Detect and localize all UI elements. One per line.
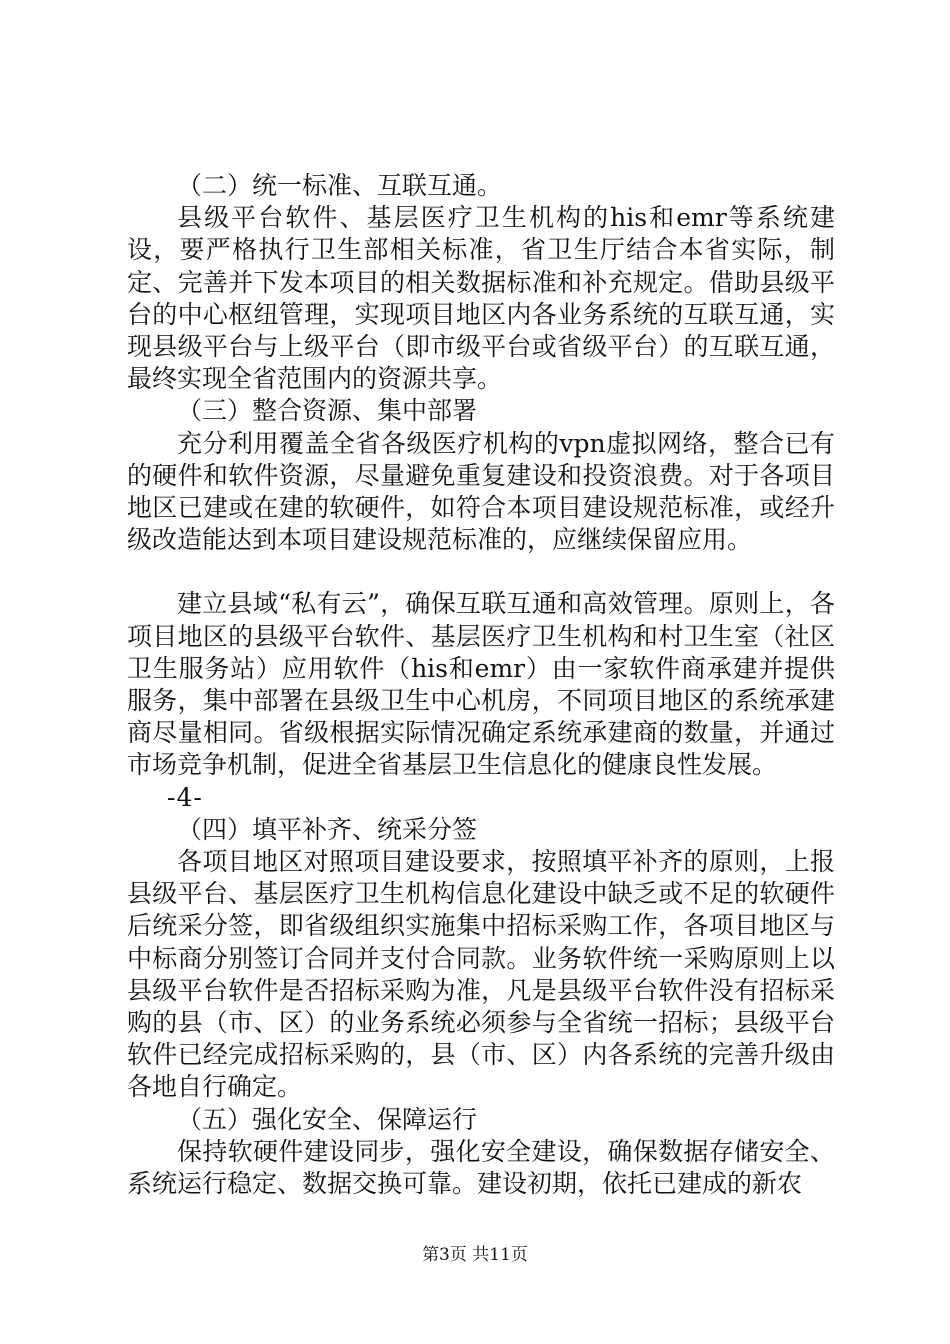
paragraph-gap <box>127 556 835 588</box>
page-marker: -4- <box>167 782 203 812</box>
paragraph-security: 保持软硬件建设同步，强化安全建设，确保数据存储安全、系统运行稳定、数据交换可靠。建设初期，依托已建成的新农 <box>127 1136 835 1199</box>
paragraph-private-cloud: 建立县域“私有云”，确保互联互通和高效管理。原则上，各项目地区的县级平台软件、基层医疗卫生机构和村卫生室（社区卫生服务站）应用软件（his和emr）由一家软件商承建并提供服务，集中部署在县级卫生中心机房，不同项目地区的系统承建商尽量相同。省级根据实际情况确定系统承建商的数量，并通过市场竞争机制，促进全省基层卫生信息化的健康良性发展。 <box>127 589 835 780</box>
section-heading-2: （二）统一标准、互联互通。 <box>177 171 503 200</box>
paragraph-unified-standards: 县级平台软件、基层医疗卫生机构的his和emr等系统建设，要严格执行卫生部相关标准，省卫生厅结合本省实际，制定、完善并下发本项目的相关数据标准和补充规定。借助县级平台的中心枢纽管理，实现项目地区内各业务系统的互联互通，实现县级平台与上级平台（即市级平台或省级平台）的互联互通，最终实现全省范围内的资源共享。 <box>127 203 835 394</box>
paragraph-procurement: 各项目地区对照项目建设要求，按照填平补齐的原则，上报县级平台、基层医疗卫生机构信息化建设中缺乏或不足的软硬件后统采分签，即省级组织实施集中招标采购工作，各项目地区与中标商分别签订合同并支付合同款。业务软件统一采购原则上以县级平台软件是否招标采购为准，凡是县级平台软件没有招标采购的县（市、区）的业务系统必须参与全省统一招标；县级平台软件已经完成招标采购的，县（市、区）内各系统的完善升级由各地自行确定。 <box>127 847 835 1102</box>
paragraph-resource-integration: 充分利用覆盖全省各级医疗机构的vpn虚拟网络，整合已有的硬件和软件资源，尽量避免重复建设和投资浪费。对于各项目地区已建或在建的软硬件，如符合本项目建设规范标准，或经升级改造能达到本项目建设规范标准的，应继续保留应用。 <box>127 428 835 555</box>
section-heading-5: （五）强化安全、保障运行 <box>177 1104 478 1134</box>
section-heading-4: （四）填平补齐、统采分签 <box>177 814 478 844</box>
page-footer: 第3页 共11页 <box>422 1245 528 1265</box>
section-heading-3: （三）整合资源、集中部署 <box>177 396 478 426</box>
document-body <box>127 170 835 1200</box>
